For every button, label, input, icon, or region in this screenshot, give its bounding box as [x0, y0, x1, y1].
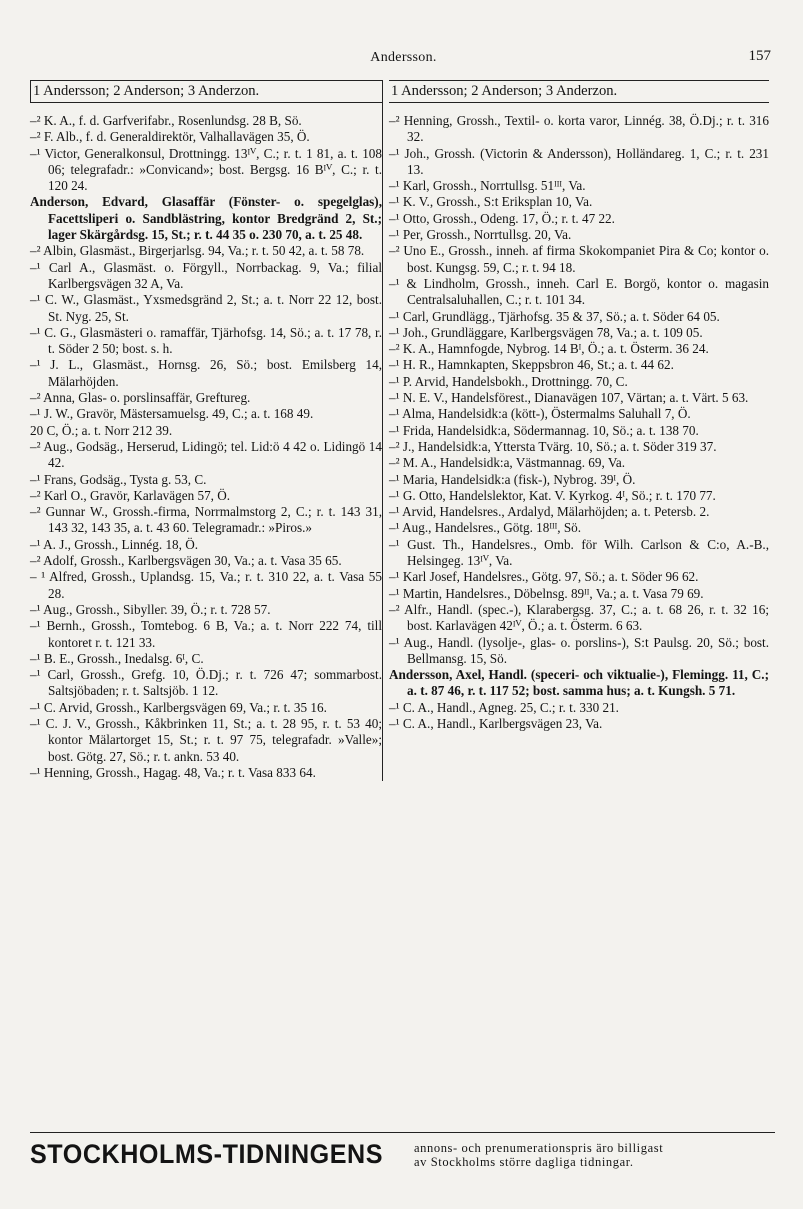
directory-entry: –² Uno E., Grossh., inneh. af firma Skokompaniet Pira & Co; kontor o. bost. Kungsg. 59, C.; r. t. 94 18. [389, 243, 769, 275]
directory-entry: Andersson, Axel, Handl. (speceri- och viktualie-), Flemingg. 11, C.; a. t. 87 46, r. t. 117 52; bost. samma hus; a. t. Kungsh. 5 71. [389, 667, 769, 699]
directory-entry: –¹ Carl, Grossh., Grefg. 10, Ö.Dj.; r. t. 726 47; sommarbost. Saltsjöbaden; r. t. Saltsjöb. 1 12. [30, 667, 382, 699]
directory-entry: –¹ A. J., Grossh., Linnég. 18, Ö. [30, 536, 199, 552]
left-column-heading: 1 Andersson; 2 Anderson; 3 Anderzon. [30, 80, 382, 103]
directory-entry: –¹ C. Arvid, Grossh., Karlbergsvägen 69, Va.; r. t. 35 16. [30, 699, 327, 715]
directory-entry: –¹ Alma, Handelsidk:a (kött-), Östermalms Saluhall 7, Ö. [389, 406, 691, 422]
directory-entry: 20 C, Ö.; a. t. Norr 212 39. [30, 422, 173, 438]
directory-entry: –² Aug., Godsäg., Herserud, Lidingö; tel. Lid:ö 4 42 o. Lidingö 14 42. [30, 438, 382, 471]
directory-entry: –¹ K. V., Grossh., S:t Eriksplan 10, Va. [389, 194, 593, 210]
directory-entry: Anderson, Edvard, Glasaffär (Fönster- o. spegelglas), Facettsliperi o. Sandblästring, kontor Bredgränd 2, St.; lager Skärgårdsg. 15, St.; r. t. 44 35 o. 230 70, a. t. 25 48. [30, 194, 382, 243]
left-entries [30, 113, 382, 781]
directory-entry: –¹ Frans, Godsäg., Tysta g. 53, C. [30, 471, 207, 487]
running-head [30, 44, 777, 68]
directory-entry: –¹ Joh., Grossh. (Victorin & Andersson), Holländareg. 1, C.; r. t. 231 13. [389, 145, 769, 177]
directory-entry: –¹ Martin, Handelsres., Döbelnsg. 89ᴵᴵ, Va.; a. t. Vasa 79 69. [389, 585, 704, 601]
directory-entry: –² Gunnar W., Grossh.-firma, Norrmalmstorg 2, C.; r. t. 143 31, 143 32, 143 35, a. t. 43 60. Telegramadr.: »Piros.» [30, 504, 382, 536]
directory-entry: –¹ Victor, Generalkonsul, Drottningg. 13ᴵⱽ, C.; r. t. 1 81, a. t. 108 06; telegrafadr.: »Convicand»; bost. Bergsg. 16 Bᴵⱽ, C.; r. t. 120 24. [30, 145, 382, 194]
banner-text-line1: annons- och prenumerationspris äro billigast [414, 1140, 664, 1155]
directory-entry: –¹ Karl, Grossh., Norrtullsg. 51ᴵᴵᴵ, Va. [389, 178, 586, 194]
directory-entry: –¹ Aug., Handelsres., Götg. 18ᴵᴵᴵ, Sö. [389, 520, 582, 536]
directory-entry: –² K. A., f. d. Garfverifabr., Rosenlundsg. 28 B, Sö. [30, 113, 302, 128]
directory-entry: – ¹ Alfred, Grossh., Uplandsg. 15, Va.; r. t. 310 22, a. t. Vasa 55 28. [30, 569, 382, 601]
banner-text-line2: av Stockholms större dagliga tidningar. [414, 1154, 634, 1169]
directory-entry: –¹ Maria, Handelsidk:a (fisk-), Nybrog. 39ᴵ, Ö. [389, 471, 636, 487]
directory-entry: –¹ N. E. V., Handelsförest., Dianavägen 107, Värtan; a. t. Värt. 5 63. [389, 390, 749, 406]
left-column [30, 80, 382, 781]
directory-entry: –² Alfr., Handl. (spec.-), Klarabergsg. 37, C.; a. t. 68 26, r. t. 32 16; bost. Karlavägen 42ᴵⱽ, Ö.; a. t. Österm. 6 63. [389, 601, 769, 634]
page-number: 157 [748, 48, 771, 64]
directory-entry: –¹ C. J. V., Grossh., Kåkbrinken 11, St.; a. t. 28 95, r. t. 53 40; kontor Mälartorget 15, St.; r. t. 97 75, telegrafadr. »Valle»; bost. Götg. 27, Sö.; r. t. ankn. 53 40. [30, 715, 382, 764]
right-entries [389, 113, 769, 732]
directory-entry: –¹ B. E., Grossh., Inedalsg. 6ᴵ, C. [30, 650, 204, 666]
directory-entry: –² F. Alb., f. d. Generaldirektör, Valhallavägen 35, Ö. [30, 129, 310, 145]
directory-entry: –² Adolf, Grossh., Karlbergsvägen 30, Va.; a. t. Vasa 35 65. [30, 553, 342, 569]
directory-entry: –¹ Arvid, Handelsres., Ardalyd, Mälarhöjden; a. t. Petersb. 2. [389, 504, 710, 520]
advertisement-banner [30, 1132, 775, 1170]
directory-entry: –¹ & Lindholm, Grossh., inneh. Carl E. Borgö, kontor o. magasin Centralsaluhallen, C.; r. t. 101 34. [389, 275, 769, 308]
directory-entry: –¹ Karl Josef, Handelsres., Götg. 97, Sö.; a. t. Söder 96 62. [389, 569, 699, 585]
page-title: Andersson. [370, 50, 437, 65]
directory-entry: –² Anna, Glas- o. porslinsaffär, Greftureg. [30, 390, 251, 406]
directory-entry: –¹ C. W., Glasmäst., Yxsmedsgränd 2, St.; a. t. Norr 22 12, bost. St. Nyg. 25, St. [30, 292, 382, 324]
directory-entry: –¹ Henning, Grossh., Hagag. 48, Va.; r. t. Vasa 833 64. [30, 764, 316, 780]
columns [30, 80, 777, 781]
directory-entry: –¹ H. R., Hamnkapten, Skeppsbron 46, St.; a. t. 44 62. [389, 357, 674, 373]
directory-entry: –² Albin, Glasmäst., Birgerjarlsg. 94, Va.; r. t. 50 42, a. t. 58 78. [30, 243, 365, 259]
directory-entry: –¹ P. Arvid, Handelsbokh., Drottningg. 70, C. [389, 373, 628, 389]
directory-entry: –¹ Aug., Grossh., Sibyllег. 39, Ö.; r. t. 728 57. [30, 601, 271, 617]
directory-entry: –¹ Aug., Handl. (lysolje-, glas- o. porslins-), S:t Paulsg. 20, Sö.; bost. Bellmansg. 15, Sö. [389, 634, 769, 666]
directory-entry: –¹ Bernh., Grossh., Tomtebog. 6 B, Va.; a. t. Norr 222 74, till kontoret r. t. 121 33. [30, 618, 382, 650]
directory-entry: –¹ G. Otto, Handelslektor, Kat. V. Kyrkog. 4ᴵ, Sö.; r. t. 170 77. [389, 487, 716, 503]
banner-text [414, 1141, 663, 1169]
directory-entry: –¹ C. A., Handl., Karlbergsvägen 23, Va. [389, 715, 603, 731]
directory-entry: –² Karl O., Gravör, Karlavägen 57, Ö. [30, 487, 231, 503]
directory-entry: –¹ Gust. Th., Handelsres., Omb. för Wilh. Carlson & C:o, A.-B., Helsingeg. 13ᴵⱽ, Va. [389, 536, 769, 569]
directory-entry: –¹ C. G., Glasmästeri o. ramaffär, Tjärhofsg. 14, Sö.; a. t. 17 78, r. t. Söder 2 50; bost. s. h. [30, 324, 382, 357]
directory-entry: –² Henning, Grossh., Textil- o. korta varor, Linnég. 38, Ö.Dj.; r. t. 316 32. [389, 113, 769, 145]
directory-entry: –¹ Carl, Grundlägg., Tjärhofsg. 35 & 37, Sö.; a. t. Söder 64 05. [389, 308, 720, 324]
directory-entry: –¹ Frida, Handelsidk:a, Södermannag. 10, Sö.; a. t. 138 70. [389, 422, 699, 438]
directory-entry: –¹ C. A., Handl., Agneg. 25, C.; r. t. 330 21. [389, 699, 619, 715]
directory-entry: –¹ Otto, Grossh., Odeng. 17, Ö.; r. t. 47 22. [389, 210, 615, 226]
directory-entry: –¹ J. W., Gravör, Mästersamuelsg. 49, C.; a. t. 168 49. [30, 406, 314, 422]
directory-entry: –² J., Handelsidk:a, Yttersta Tvärg. 10, Sö.; a. t. Söder 319 37. [389, 438, 717, 454]
directory-entry: –¹ J. L., Glasmäst., Hornsg. 26, Sö.; bost. Emilsberg 14, Mälarhöjden. [30, 357, 382, 389]
directory-entry: –¹ Per, Grossh., Norrtullsg. 20, Va. [389, 227, 572, 243]
directory-entry: –¹ Joh., Grundläggare, Karlbergsvägen 78, Va.; a. t. 109 05. [389, 324, 703, 340]
directory-entry: –² M. A., Handelsidk:a, Västmannag. 69, Va. [389, 455, 626, 471]
banner-title: STOCKHOLMS-TIDNINGENS [30, 1139, 384, 1169]
right-column [382, 80, 769, 781]
directory-entry: –¹ Carl A., Glasmäst. o. Förgyll., Norrbackag. 9, Va.; filial Karlbergsvägen 32 A, Va. [30, 259, 382, 291]
directory-entry: –² K. A., Hamnfogde, Nybrog. 14 Bᴵ, Ö.; a. t. Österm. 36 24. [389, 341, 709, 357]
right-column-heading: 1 Andersson; 2 Anderson; 3 Anderzon. [389, 80, 769, 103]
